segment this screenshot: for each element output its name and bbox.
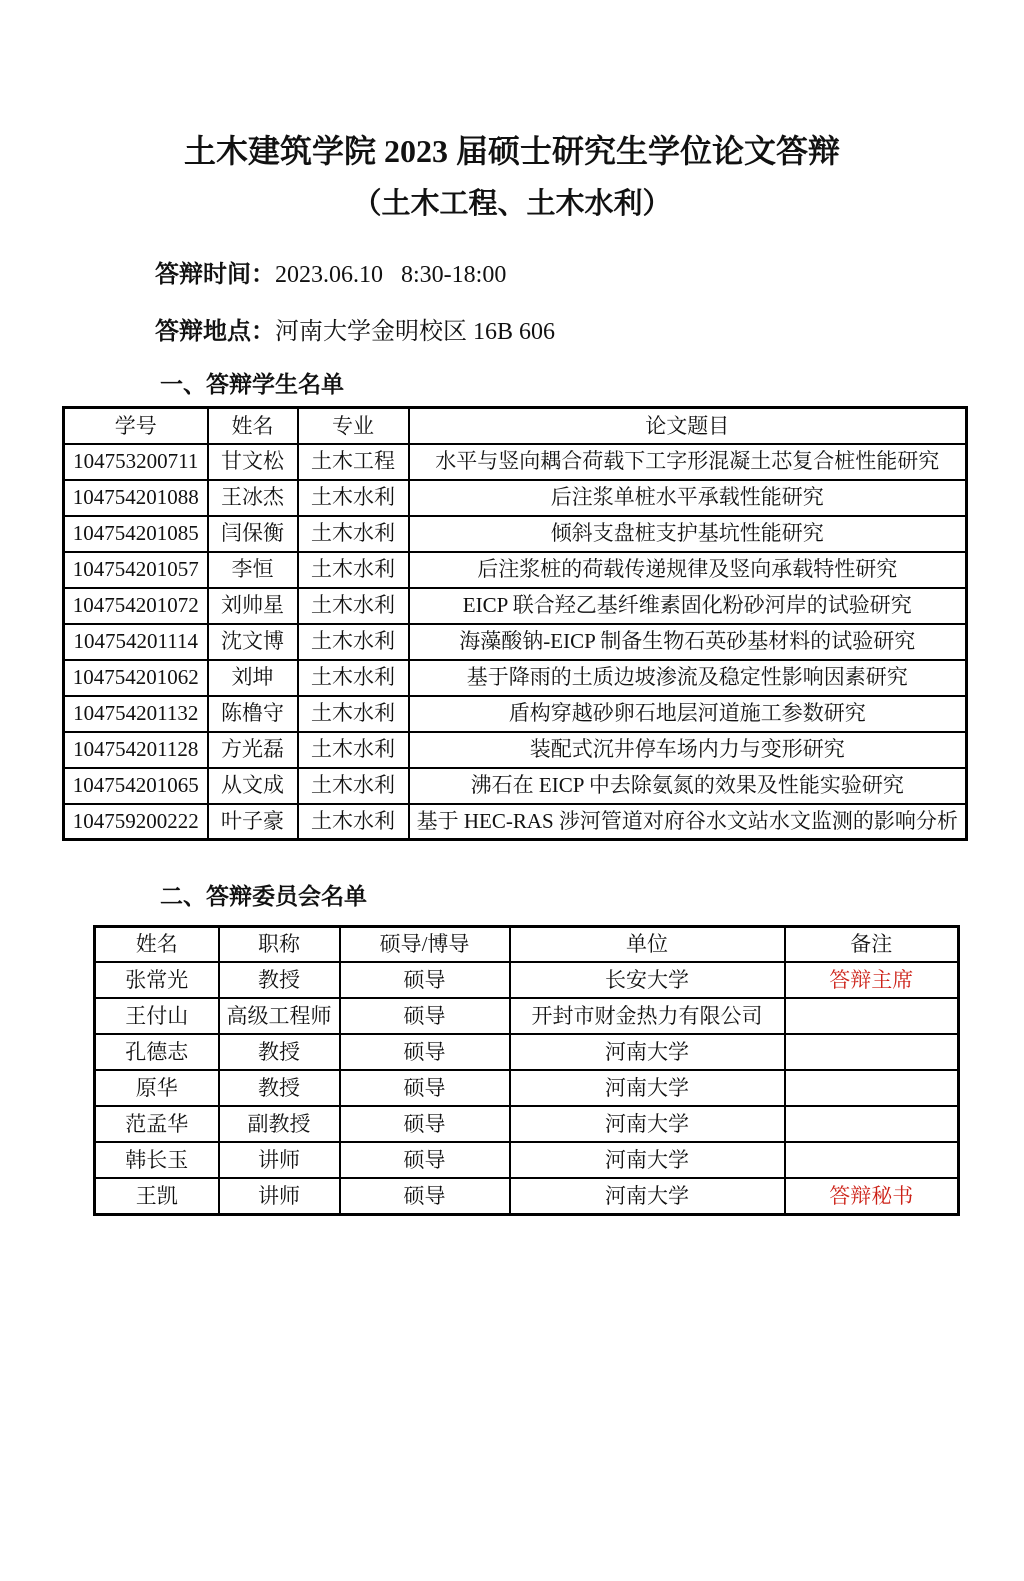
table-row [95,998,959,1034]
table-row [95,962,959,998]
table-cell: 硕导 [340,1178,510,1214]
table-header-row [64,408,967,444]
table-cell: 陈橹守 [208,696,298,732]
column-header-remark: 备注 [785,926,959,962]
table-cell: 甘文松 [208,444,298,480]
table-cell [785,1142,959,1178]
table-cell: 方光磊 [208,732,298,768]
table-cell: 土木水利 [298,768,409,804]
table-cell: 土木水利 [298,804,409,840]
column-header-organization: 单位 [510,926,785,962]
table-cell [785,1034,959,1070]
table-cell: 孔德志 [95,1034,219,1070]
table-cell: 倾斜支盘桩支护基坑性能研究 [409,516,967,552]
table-cell: 104754201088 [64,480,208,516]
table-cell: 讲师 [219,1142,340,1178]
table-cell: 教授 [219,1070,340,1106]
table-row [64,552,967,588]
table-row [64,588,967,624]
table-cell: 教授 [219,1034,340,1070]
table-cell: 王付山 [95,998,219,1034]
table-cell: 叶子豪 [208,804,298,840]
table-cell: 张常光 [95,962,219,998]
table-cell: 104753200711 [64,444,208,480]
table-cell: 硕导 [340,1070,510,1106]
table-cell: 土木水利 [298,516,409,552]
table-cell: EICP 联合羟乙基纤维素固化粉砂河岸的试验研究 [409,588,967,624]
table-cell: 104754201132 [64,696,208,732]
section-heading-students: 一、答辩学生名单 [160,371,344,397]
table-cell: 水平与竖向耦合荷载下工字形混凝土芯复合桩性能研究 [409,444,967,480]
table-cell: 河南大学 [510,1178,785,1214]
table-cell: 河南大学 [510,1034,785,1070]
students-table-header [64,408,967,444]
table-cell: 高级工程师 [219,998,340,1034]
table-cell: 104754201062 [64,660,208,696]
table-cell: 闫保衡 [208,516,298,552]
table-cell: 盾构穿越砂卵石地层河道施工参数研究 [409,696,967,732]
defense-time-label: 答辩时间： [155,262,275,289]
table-row [64,804,967,840]
committee-table-header [95,926,959,962]
table-cell: 土木工程 [298,444,409,480]
table-cell: 沸石在 EICP 中去除氨氮的效果及性能实验研究 [409,768,967,804]
table-cell: 刘坤 [208,660,298,696]
table-cell: 104754201072 [64,588,208,624]
defense-location-line [155,318,1024,347]
table-cell: 104759200222 [64,804,208,840]
column-header-name: 姓名 [208,408,298,444]
table-cell: 海藻酸钠-EICP 制备生物石英砂基材料的试验研究 [409,624,967,660]
table-cell: 讲师 [219,1178,340,1214]
table-row [95,1178,959,1214]
column-header-major: 专业 [298,408,409,444]
table-row [64,480,967,516]
defense-time-value: 2023.06.10 8:30-18:00 [275,262,507,289]
table-cell: 土木水利 [298,480,409,516]
document-page [0,133,1024,1581]
section-heading-committee: 二、答辩委员会名单 [160,884,367,910]
table-row [95,1106,959,1142]
table-cell: 教授 [219,962,340,998]
table-cell: 硕导 [340,962,510,998]
document-title: 土木建筑学院 2023 届硕士研究生学位论文答辩 [183,133,840,169]
table-cell: 副教授 [219,1106,340,1142]
table-cell: 土木水利 [298,732,409,768]
table-row [95,1034,959,1070]
table-cell: 王凯 [95,1178,219,1214]
column-header-supervisor-type: 硕导/博导 [340,926,510,962]
table-cell: 硕导 [340,1106,510,1142]
column-header-name: 姓名 [95,926,219,962]
column-header-thesis-title: 论文题目 [409,408,967,444]
table-cell: 长安大学 [510,962,785,998]
table-cell: 从文成 [208,768,298,804]
table-cell: 后注浆单桩水平承载性能研究 [409,480,967,516]
table-cell: 硕导 [340,998,510,1034]
document-subtitle: （土木工程、土木水利） [352,187,672,220]
column-header-student-id: 学号 [64,408,208,444]
table-header-row [95,926,959,962]
table-cell: 装配式沉井停车场内力与变形研究 [409,732,967,768]
students-table [62,406,968,841]
column-header-title: 职称 [219,926,340,962]
table-cell: 河南大学 [510,1142,785,1178]
defense-location-label: 答辩地点： [155,318,275,345]
table-cell: 王冰杰 [208,480,298,516]
table-cell: 河南大学 [510,1106,785,1142]
table-cell: 土木水利 [298,588,409,624]
table-cell: 土木水利 [298,552,409,588]
table-cell: 答辩秘书 [785,1178,959,1214]
table-row [64,516,967,552]
table-cell: 河南大学 [510,1070,785,1106]
table-cell: 104754201065 [64,768,208,804]
table-cell: 后注浆桩的荷载传递规律及竖向承载特性研究 [409,552,967,588]
table-cell: 李恒 [208,552,298,588]
table-cell: 开封市财金热力有限公司 [510,998,785,1034]
table-cell: 刘帅星 [208,588,298,624]
table-cell [785,998,959,1034]
table-cell: 土木水利 [298,696,409,732]
defense-location-value: 河南大学金明校区 16B 606 [275,318,556,345]
table-cell: 土木水利 [298,660,409,696]
table-cell: 硕导 [340,1142,510,1178]
table-cell: 104754201057 [64,552,208,588]
table-row [95,1142,959,1178]
committee-table [93,925,960,1216]
students-table-body [64,444,967,840]
table-cell: 104754201128 [64,732,208,768]
table-cell: 基于降雨的土质边坡渗流及稳定性影响因素研究 [409,660,967,696]
table-cell: 104754201085 [64,516,208,552]
table-cell: 基于 HEC-RAS 涉河管道对府谷水文站水文监测的影响分析 [409,804,967,840]
table-cell: 范孟华 [95,1106,219,1142]
table-cell [785,1106,959,1142]
table-cell: 104754201114 [64,624,208,660]
table-row [64,732,967,768]
table-row [64,696,967,732]
table-row [64,444,967,480]
table-cell: 土木水利 [298,624,409,660]
table-row [64,624,967,660]
defense-time-line [155,261,1024,290]
table-cell: 硕导 [340,1034,510,1070]
committee-table-body [95,962,959,1214]
table-cell: 原华 [95,1070,219,1106]
table-row [64,768,967,804]
table-cell: 韩长玉 [95,1142,219,1178]
table-cell: 沈文博 [208,624,298,660]
table-cell [785,1070,959,1106]
table-row [95,1070,959,1106]
table-cell: 答辩主席 [785,962,959,998]
table-row [64,660,967,696]
